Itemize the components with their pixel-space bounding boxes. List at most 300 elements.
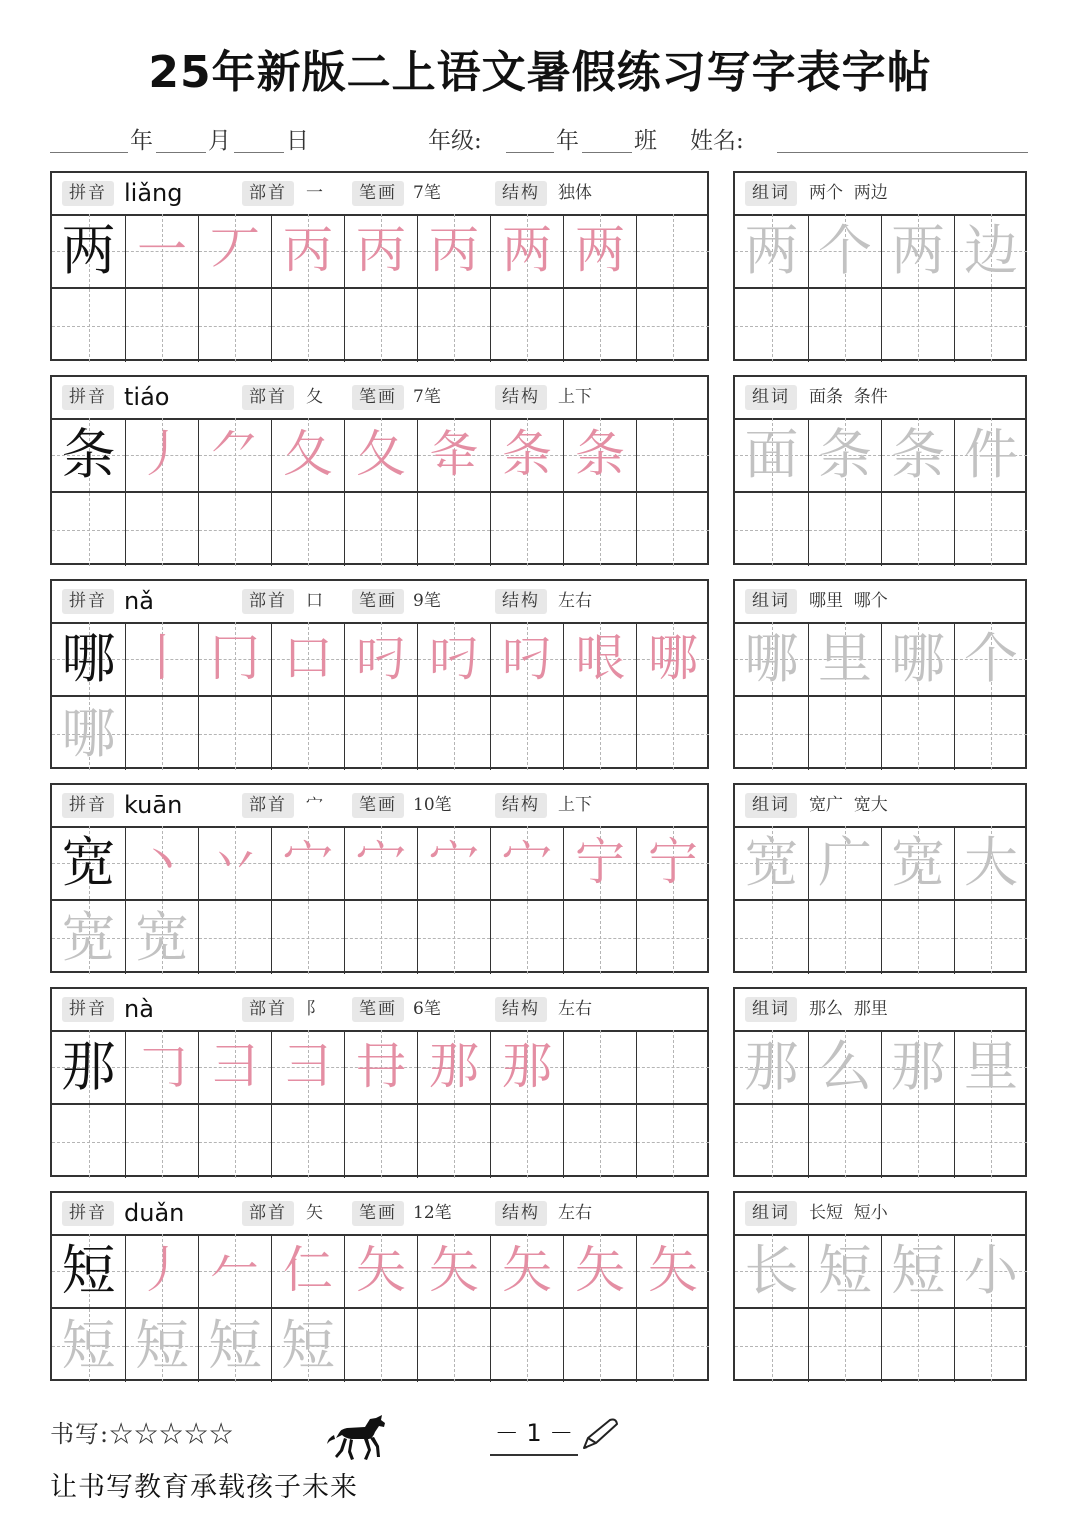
model-character: 条 [61, 423, 116, 486]
grid-cell[interactable] [271, 697, 344, 770]
grid-cell[interactable] [125, 418, 198, 491]
grid-cell[interactable] [808, 622, 881, 695]
structure-label: 结构 [495, 181, 547, 206]
grid-cell[interactable] [344, 1309, 417, 1382]
model-character: 短 [61, 1239, 116, 1302]
grid-cell[interactable] [636, 1030, 709, 1103]
grid-cell[interactable] [954, 1030, 1027, 1103]
stroke-step: 丙 [283, 221, 333, 279]
day-label: 日 [286, 128, 309, 154]
stroke-order-row [52, 418, 707, 491]
pinyin-label: 拼音 [62, 793, 114, 818]
grid-cell[interactable] [563, 418, 636, 491]
grid-cell[interactable] [271, 289, 344, 362]
grid-cell[interactable] [52, 826, 125, 899]
grid-cell[interactable] [198, 289, 271, 362]
grid-cell[interactable] [417, 697, 490, 770]
grid-cell[interactable] [881, 1234, 954, 1307]
grid-cell[interactable] [271, 418, 344, 491]
grid-cell[interactable] [52, 622, 125, 695]
grid-cell[interactable] [490, 697, 563, 770]
character-info-header [52, 377, 707, 420]
strokes-value: 12笔 [413, 1203, 452, 1223]
practice-row [52, 491, 707, 566]
stroke-step: 丙 [429, 221, 479, 279]
grid-cell[interactable] [881, 1309, 954, 1382]
word-practice-block [733, 987, 1027, 1177]
stroke-step: 宀 [356, 833, 406, 891]
pinyin-label: 拼音 [62, 997, 114, 1022]
stroke-step: 矢 [648, 1241, 698, 1299]
grid-cell[interactable] [636, 1234, 709, 1307]
words-header [735, 1193, 1025, 1236]
grid-cell[interactable] [125, 289, 198, 362]
stroke-step: 宀 [502, 833, 552, 891]
grid-cell[interactable] [735, 1105, 808, 1178]
grid-cell[interactable] [808, 493, 881, 566]
grid-cell[interactable] [417, 1030, 490, 1103]
grid-cell[interactable] [881, 826, 954, 899]
trace-character: 哪 [61, 702, 116, 765]
grid-cell[interactable] [344, 1105, 417, 1178]
grid-cell[interactable] [808, 1030, 881, 1103]
structure-value: 左右 [558, 1203, 592, 1223]
practice-row [52, 695, 707, 770]
radical-label: 部首 [242, 1201, 294, 1226]
stroke-step: 矢 [575, 1241, 625, 1299]
stroke-step: 叼 [356, 629, 406, 687]
word-character: 短 [891, 1239, 945, 1302]
grid-cell[interactable] [417, 1234, 490, 1307]
structure-label: 结构 [495, 793, 547, 818]
word-character: 哪 [744, 627, 799, 690]
words-header [735, 173, 1025, 216]
stroke-step: 丷 [210, 833, 260, 891]
grid-cell[interactable] [125, 214, 198, 287]
word-practice-block [733, 1191, 1027, 1381]
grid-cell[interactable] [198, 1105, 271, 1178]
character-practice-block [50, 171, 709, 361]
word-character: 宽 [891, 831, 945, 894]
stroke-step: 叼 [502, 629, 552, 687]
grid-cell[interactable] [735, 697, 808, 770]
grid-cell[interactable] [735, 622, 808, 695]
grid-cell[interactable] [417, 1105, 490, 1178]
character-practice-block [50, 579, 709, 769]
word-character: 广 [818, 831, 872, 894]
grid-cell[interactable] [490, 826, 563, 899]
grid-cell[interactable] [563, 622, 636, 695]
stroke-step: 矢 [429, 1241, 479, 1299]
grid-cell[interactable] [417, 901, 490, 974]
character-practice-block [50, 783, 709, 973]
pinyin-value: liǎng [124, 179, 183, 207]
grid-cell[interactable] [52, 697, 125, 770]
word-practice-row [735, 1103, 1025, 1178]
grid-cell[interactable] [735, 1234, 808, 1307]
grid-cell[interactable] [52, 1234, 125, 1307]
grid-cell[interactable] [344, 622, 417, 695]
grid-cell[interactable] [954, 289, 1027, 362]
grid-cell[interactable] [417, 1309, 490, 1382]
month-label: 月 [208, 128, 231, 154]
grid-cell[interactable] [52, 214, 125, 287]
class-blank[interactable] [582, 152, 632, 153]
word-trace-row [735, 1030, 1025, 1103]
grid-cell[interactable] [808, 901, 881, 974]
grid-cell[interactable] [735, 901, 808, 974]
stroke-step: 哏 [575, 629, 625, 687]
grid-cell[interactable] [808, 289, 881, 362]
word-trace-row [735, 826, 1025, 899]
word-practice-row [735, 491, 1025, 566]
grid-cell[interactable] [954, 1309, 1027, 1382]
grid-cell[interactable] [271, 493, 344, 566]
grid-cell[interactable] [954, 418, 1027, 491]
grid-cell[interactable] [198, 1030, 271, 1103]
grid-cell[interactable] [125, 622, 198, 695]
stroke-order-row [52, 826, 707, 899]
stroke-step: 夅 [429, 425, 479, 483]
grid-cell[interactable] [735, 1309, 808, 1382]
word-character: 长 [744, 1239, 799, 1302]
grid-cell[interactable] [881, 697, 954, 770]
grid-cell[interactable] [881, 418, 954, 491]
word-character: 个 [818, 219, 872, 282]
grid-cell[interactable] [271, 1105, 344, 1178]
day-blank[interactable] [234, 152, 284, 153]
grid-cell[interactable] [954, 1105, 1027, 1178]
grid-cell[interactable] [563, 1030, 636, 1103]
trace-character: 短 [281, 1314, 335, 1377]
grid-cell[interactable] [125, 1309, 198, 1382]
grid-cell[interactable] [417, 826, 490, 899]
structure-value: 左右 [558, 591, 592, 611]
name-label: 姓名: [690, 128, 744, 154]
structure-label: 结构 [495, 589, 547, 614]
grid-cell[interactable] [954, 622, 1027, 695]
word-character: 么 [818, 1035, 872, 1098]
word-trace-row [735, 214, 1025, 287]
grid-cell[interactable] [563, 1105, 636, 1178]
grid-cell[interactable] [490, 214, 563, 287]
grid-cell[interactable] [636, 1105, 709, 1178]
grid-cell[interactable] [344, 901, 417, 974]
stroke-order-row [52, 622, 707, 695]
strokes-value: 10笔 [413, 795, 452, 815]
grid-cell[interactable] [344, 214, 417, 287]
name-blank[interactable] [777, 152, 1028, 153]
grid-cell[interactable] [735, 493, 808, 566]
page-number: － 1 － [490, 1414, 578, 1456]
grid-cell[interactable] [271, 622, 344, 695]
character-info-header [52, 581, 707, 624]
grid-cell[interactable] [563, 1309, 636, 1382]
stroke-step: 条 [575, 425, 625, 483]
radical-value: 宀 [306, 795, 323, 815]
word-character: 件 [964, 423, 1018, 486]
practice-row [52, 899, 707, 974]
character-info-header [52, 173, 707, 216]
word-practice-row [735, 287, 1025, 362]
grid-cell[interactable] [954, 214, 1027, 287]
grid-cell[interactable] [954, 901, 1027, 974]
grid-cell[interactable] [490, 1234, 563, 1307]
grid-cell[interactable] [490, 622, 563, 695]
grid-cell[interactable] [808, 1309, 881, 1382]
grid-cell[interactable] [563, 1234, 636, 1307]
grid-cell[interactable] [490, 418, 563, 491]
stroke-step: 宁 [575, 833, 625, 891]
radical-value: 阝 [306, 999, 323, 1019]
grid-cell[interactable] [271, 1030, 344, 1103]
grid-cell[interactable] [52, 418, 125, 491]
grid-cell[interactable] [490, 493, 563, 566]
word-practice-row [735, 695, 1025, 770]
grid-cell[interactable] [125, 901, 198, 974]
grid-cell[interactable] [881, 901, 954, 974]
grid-cell[interactable] [52, 1030, 125, 1103]
grid-cell[interactable] [490, 289, 563, 362]
grid-cell[interactable] [198, 214, 271, 287]
trace-character: 宽 [61, 906, 116, 969]
word-character: 哪 [891, 627, 945, 690]
words-label: 组词 [745, 1201, 797, 1226]
grid-cell[interactable] [198, 901, 271, 974]
words-value: 宽广 宽大 [809, 795, 888, 815]
word-character: 宽 [744, 831, 799, 894]
grid-cell[interactable] [563, 214, 636, 287]
stroke-step: 丙 [356, 221, 406, 279]
word-practice-row [735, 1307, 1025, 1382]
grid-cell[interactable] [636, 826, 709, 899]
grid-cell[interactable] [808, 826, 881, 899]
structure-label: 结构 [495, 1201, 547, 1226]
grid-cell[interactable] [881, 1030, 954, 1103]
pinyin-label: 拼音 [62, 589, 114, 614]
grid-cell[interactable] [52, 901, 125, 974]
grid-cell[interactable] [125, 697, 198, 770]
grid-cell[interactable] [198, 826, 271, 899]
grid-cell[interactable] [417, 622, 490, 695]
words-header [735, 377, 1025, 420]
words-label: 组词 [745, 385, 797, 410]
word-practice-row [735, 899, 1025, 974]
grid-cell[interactable] [344, 418, 417, 491]
grid-cell[interactable] [735, 214, 808, 287]
strokes-label: 笔画 [352, 385, 404, 410]
grid-cell[interactable] [808, 1105, 881, 1178]
strokes-label: 笔画 [352, 793, 404, 818]
grid-cell[interactable] [198, 697, 271, 770]
grade-label: 年级: [428, 128, 482, 154]
grid-cell[interactable] [808, 418, 881, 491]
stroke-step: 口 [283, 629, 333, 687]
grid-cell[interactable] [954, 1234, 1027, 1307]
structure-value: 上下 [558, 795, 592, 815]
word-practice-block [733, 375, 1027, 565]
word-character: 那 [891, 1035, 945, 1098]
grid-cell[interactable] [563, 826, 636, 899]
grid-cell[interactable] [490, 1105, 563, 1178]
word-character: 两 [744, 219, 799, 282]
word-character: 条 [818, 423, 872, 486]
trace-character: 短 [208, 1314, 262, 1377]
stroke-order-row [52, 214, 707, 287]
grid-cell[interactable] [344, 1030, 417, 1103]
grid-cell[interactable] [881, 622, 954, 695]
words-header [735, 989, 1025, 1032]
stroke-step: 两 [502, 221, 552, 279]
grid-cell[interactable] [636, 493, 709, 566]
stroke-step: 那 [429, 1037, 479, 1095]
month-blank[interactable] [156, 152, 206, 153]
stroke-step: 宀 [429, 833, 479, 891]
grid-cell[interactable] [490, 901, 563, 974]
word-character: 大 [964, 831, 1018, 894]
grid-cell[interactable] [198, 622, 271, 695]
grid-cell[interactable] [808, 214, 881, 287]
grid-cell[interactable] [271, 214, 344, 287]
radical-label: 部首 [242, 589, 294, 614]
practice-row [52, 287, 707, 362]
grid-cell[interactable] [52, 289, 125, 362]
grid-cell[interactable] [808, 697, 881, 770]
pinyin-value: nǎ [124, 587, 154, 615]
words-header [735, 785, 1025, 828]
grid-cell[interactable] [881, 289, 954, 362]
grid-cell[interactable] [198, 1309, 271, 1382]
grid-cell[interactable] [125, 1105, 198, 1178]
grid-cell[interactable] [735, 826, 808, 899]
grid-cell[interactable] [52, 1309, 125, 1382]
grid-cell[interactable] [490, 1309, 563, 1382]
character-info-header [52, 1193, 707, 1236]
grid-cell[interactable] [563, 289, 636, 362]
grid-cell[interactable] [636, 214, 709, 287]
grid-cell[interactable] [563, 697, 636, 770]
grid-cell[interactable] [344, 826, 417, 899]
grid-cell[interactable] [198, 493, 271, 566]
strokes-value: 7笔 [413, 183, 441, 203]
stroke-step: 仁 [283, 1241, 333, 1299]
word-character: 两 [891, 219, 945, 282]
grid-cell[interactable] [954, 493, 1027, 566]
trace-character: 短 [135, 1314, 189, 1377]
grid-cell[interactable] [954, 826, 1027, 899]
grid-cell[interactable] [881, 493, 954, 566]
grid-cell[interactable] [636, 289, 709, 362]
grid-cell[interactable] [344, 289, 417, 362]
grid-cell[interactable] [344, 697, 417, 770]
words-label: 组词 [745, 589, 797, 614]
strokes-label: 笔画 [352, 997, 404, 1022]
grade-blank[interactable] [506, 152, 554, 153]
stroke-step: 夂 [356, 425, 406, 483]
stroke-order-row [52, 1030, 707, 1103]
radical-value: 夂 [306, 387, 323, 407]
grid-cell[interactable] [636, 622, 709, 695]
grid-cell[interactable] [636, 1309, 709, 1382]
grid-cell[interactable] [125, 826, 198, 899]
grid-cell[interactable] [881, 1105, 954, 1178]
grid-cell[interactable] [344, 1234, 417, 1307]
grid-cell[interactable] [735, 289, 808, 362]
words-label: 组词 [745, 793, 797, 818]
strokes-label: 笔画 [352, 1201, 404, 1226]
grid-cell[interactable] [563, 493, 636, 566]
pinyin-value: kuān [124, 791, 183, 819]
grid-cell[interactable] [271, 826, 344, 899]
grid-cell[interactable] [271, 901, 344, 974]
trace-character: 短 [61, 1314, 116, 1377]
grid-cell[interactable] [198, 418, 271, 491]
grid-cell[interactable] [735, 1030, 808, 1103]
grid-cell[interactable] [125, 1234, 198, 1307]
grid-cell[interactable] [52, 493, 125, 566]
words-header [735, 581, 1025, 624]
grid-cell[interactable] [417, 289, 490, 362]
words-label: 组词 [745, 181, 797, 206]
stroke-step: 宀 [283, 833, 333, 891]
word-character: 那 [744, 1035, 799, 1098]
grid-cell[interactable] [954, 697, 1027, 770]
grid-cell[interactable] [271, 1234, 344, 1307]
writing-rating: 书写:☆☆☆☆☆ [50, 1420, 235, 1448]
character-info-header [52, 989, 707, 1032]
grid-cell[interactable] [125, 1030, 198, 1103]
grid-cell[interactable] [125, 493, 198, 566]
year-blank[interactable] [50, 152, 128, 153]
radical-label: 部首 [242, 385, 294, 410]
stroke-step: 冄 [356, 1037, 406, 1095]
grid-cell[interactable] [881, 214, 954, 287]
structure-label: 结构 [495, 997, 547, 1022]
word-character: 面 [744, 423, 799, 486]
word-character: 小 [964, 1239, 1018, 1302]
grid-cell[interactable] [417, 493, 490, 566]
grid-cell[interactable] [636, 901, 709, 974]
words-value: 面条 条件 [809, 387, 888, 407]
stroke-step: 丨 [137, 629, 187, 687]
trace-character: 宽 [135, 906, 189, 969]
grid-cell[interactable] [735, 418, 808, 491]
grid-cell[interactable] [417, 214, 490, 287]
pinyin-value: nà [124, 995, 154, 1023]
character-info-header [52, 785, 707, 828]
stroke-step: 𠃌 [137, 1037, 187, 1095]
grid-cell[interactable] [344, 493, 417, 566]
word-trace-row [735, 622, 1025, 695]
pen-icon [580, 1418, 622, 1454]
grid-cell[interactable] [636, 697, 709, 770]
strokes-value: 7笔 [413, 387, 441, 407]
grid-cell[interactable] [636, 418, 709, 491]
word-character: 边 [964, 219, 1018, 282]
word-character: 条 [891, 423, 945, 486]
grid-cell[interactable] [271, 1309, 344, 1382]
student-info-line [50, 118, 1028, 158]
grid-cell[interactable] [490, 1030, 563, 1103]
grid-cell[interactable] [198, 1234, 271, 1307]
stroke-step: 丿 [137, 425, 187, 483]
grid-cell[interactable] [808, 1234, 881, 1307]
grid-cell[interactable] [52, 1105, 125, 1178]
grade-year-label: 年 [556, 128, 579, 154]
words-value: 哪里 哪个 [809, 591, 888, 611]
grid-cell[interactable] [417, 418, 490, 491]
grid-cell[interactable] [563, 901, 636, 974]
